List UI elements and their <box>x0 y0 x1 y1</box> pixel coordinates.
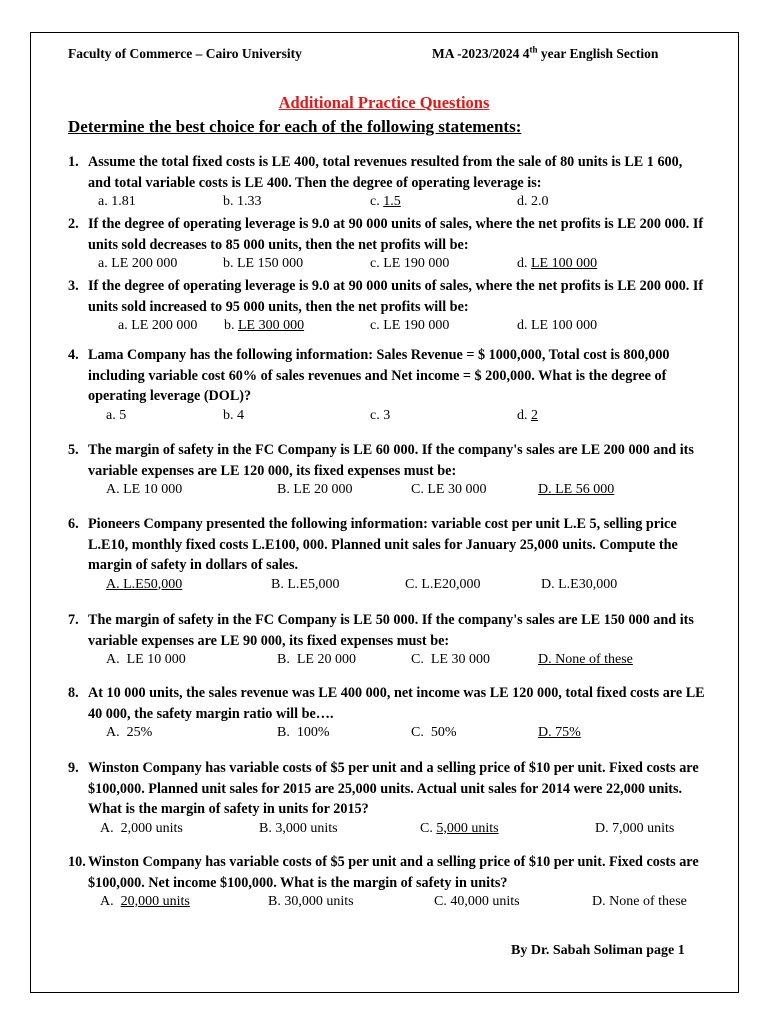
option-a <box>106 408 126 424</box>
question-text: Winston Company has variable costs of $5 per unit and a selling price of $10 per unit. Fixed costs are $100,000. Net income $100,000. What is the margin of safety in units? <box>88 854 699 891</box>
option-c <box>370 194 401 210</box>
option-letter: A. <box>106 725 120 740</box>
option-letter: B. <box>259 820 272 836</box>
option-c <box>420 821 499 837</box>
options-row <box>68 481 708 500</box>
question-number: 10. <box>68 854 86 870</box>
option-d <box>517 318 597 334</box>
options-row <box>68 255 708 274</box>
option-b <box>223 194 262 210</box>
option-text: L.E50,000 <box>123 576 183 592</box>
option-d <box>517 256 597 272</box>
question-text: If the degree of operating leverage is 9.0 at 90 000 units of sales, where the net profits is LE 200 000. If units sold increased to 95 000 units, then the net profits will be: <box>88 278 704 315</box>
question-stem <box>68 440 708 481</box>
option-text: LE 200 000 <box>111 256 178 271</box>
option-letter: A. <box>106 576 120 592</box>
option-c <box>411 482 486 498</box>
question-number: 7. <box>68 612 79 628</box>
option-letter: c. <box>370 194 380 209</box>
option-text: 2.0 <box>531 194 549 209</box>
option-text: 3,000 units <box>275 820 338 836</box>
question-text: Pioneers Company presented the following information: variable cost per unit L.E 5, selling price L.E10, monthly fixed costs L.E100, 000. Planned unit sales for January 25,000 units. Compute the margin of safety in dollars of sales. <box>88 516 678 573</box>
option-b <box>277 652 356 668</box>
header-course <box>432 46 658 62</box>
option-text: L.E30,000 <box>558 576 618 592</box>
option-text: 5 <box>119 407 127 423</box>
option-b <box>268 894 354 910</box>
option-text: 7,000 units <box>612 820 675 836</box>
option-d <box>541 577 617 593</box>
option-text: 2,000 units <box>120 820 183 836</box>
option-text-answer: 2 <box>531 407 538 423</box>
question-stem <box>68 214 708 255</box>
question-1 <box>68 152 708 212</box>
option-a <box>100 894 190 910</box>
question-text: At 10 000 units, the sales revenue was LE 400 000, net income was LE 120 000, total fixed costs are LE 40 000, the safety margin ratio will be…. <box>88 685 705 722</box>
option-c <box>434 894 520 910</box>
option-b <box>224 318 304 334</box>
question-text: The margin of safety in the FC Company is LE 50 000. If the company's sales are LE 150 000 and its variable expenses are LE 90 000, its fixed expenses must be: <box>88 612 694 649</box>
option-b <box>271 577 339 593</box>
option-letter: D. <box>538 482 552 497</box>
option-text: LE 150 000 <box>237 256 304 271</box>
option-text: LE 190 000 <box>383 318 450 333</box>
option-letter: A. <box>100 894 114 909</box>
option-a <box>98 256 177 272</box>
question-number: 8. <box>68 685 79 701</box>
option-text: LE 20 000 <box>296 652 356 667</box>
option-letter: d. <box>517 194 528 209</box>
question-5 <box>68 440 708 500</box>
option-d <box>592 894 687 910</box>
option-text-answer: 5,000 units <box>436 820 499 836</box>
option-d-answer <box>538 482 614 498</box>
option-text-answer: LE 300 000 <box>238 318 305 333</box>
question-stem <box>68 852 708 893</box>
page-footer: By Dr. Sabah Soliman page 1 <box>511 943 685 958</box>
option-c <box>370 408 390 424</box>
option-text-answer: LE 100 000 <box>531 256 598 271</box>
options-row <box>68 317 708 336</box>
option-text: LE 10 000 <box>126 652 186 667</box>
header-course-sup: th <box>529 44 538 55</box>
question-number: 4. <box>68 347 79 363</box>
option-a <box>106 652 186 668</box>
option-a-answer <box>106 577 182 593</box>
option-text-answer: 20,000 units <box>120 894 190 909</box>
option-d <box>517 194 549 210</box>
option-text-answer: 1.5 <box>383 194 401 209</box>
option-b <box>277 725 330 741</box>
option-letter: b. <box>224 318 235 333</box>
option-text: LE 56 000 <box>555 482 615 497</box>
option-letter: C. <box>405 576 418 592</box>
option-text: None of these <box>609 894 687 909</box>
option-letter: C. <box>420 820 433 836</box>
options-row <box>68 407 708 426</box>
question-stem <box>68 345 708 407</box>
option-a <box>118 318 197 334</box>
options-row <box>68 893 708 912</box>
option-text: LE 100 000 <box>531 318 598 333</box>
question-number: 5. <box>68 442 79 458</box>
option-letter: c. <box>370 318 380 333</box>
option-text: 1.33 <box>237 194 262 209</box>
question-10 <box>68 852 708 912</box>
option-text: L.E20,000 <box>421 576 481 592</box>
question-2 <box>68 214 708 274</box>
option-d <box>595 821 674 837</box>
option-d-answer <box>538 725 581 741</box>
option-letter: d. <box>517 318 528 333</box>
question-number: 6. <box>68 516 79 532</box>
option-letter: C. <box>411 652 424 667</box>
option-letter: B. <box>277 482 290 497</box>
instructions: Determine the best choice for each of the following statements: <box>68 117 522 136</box>
question-8 <box>68 683 708 743</box>
option-text: 40,000 units <box>450 894 520 909</box>
question-9 <box>68 758 708 839</box>
option-letter: a. <box>118 318 128 333</box>
option-letter: d. <box>517 407 528 423</box>
option-c <box>405 577 480 593</box>
option-c <box>370 318 449 334</box>
option-letter: b. <box>223 256 234 271</box>
option-text: None of these <box>555 652 633 667</box>
question-4 <box>68 345 708 426</box>
question-stem <box>68 152 708 193</box>
option-d-answer <box>538 652 633 668</box>
option-text: LE 200 000 <box>131 318 198 333</box>
question-text: The margin of safety in the FC Company is LE 60 000. If the company's sales are LE 200 000 and its variable expenses are LE 120 000, its fixed expenses must be: <box>88 442 694 479</box>
options-row <box>68 193 708 212</box>
option-b <box>259 821 338 837</box>
question-number: 1. <box>68 154 79 170</box>
option-letter: A. <box>100 820 114 836</box>
question-text: Lama Company has the following information: Sales Revenue = $ 1000,000, Total cost is 800,000 including variable cost 60% of sales revenues and Net income = $ 200,000. What is the degree of operating leverage (DOL)? <box>88 347 670 404</box>
question-stem <box>68 683 708 724</box>
header-course-suffix: year English Section <box>537 46 659 61</box>
option-letter: D. <box>538 652 552 667</box>
question-number: 2. <box>68 216 79 232</box>
option-letter: A. <box>106 482 120 497</box>
option-b <box>223 256 303 272</box>
option-letter: B. <box>277 725 290 740</box>
option-text: 30,000 units <box>284 894 354 909</box>
option-text: 1.81 <box>111 194 136 209</box>
option-b <box>277 482 352 498</box>
question-7 <box>68 610 708 670</box>
options-row <box>68 820 708 839</box>
option-text: L.E5,000 <box>287 576 340 592</box>
option-letter: D. <box>538 725 552 740</box>
options-row <box>68 651 708 670</box>
question-stem <box>68 610 708 651</box>
option-a <box>98 194 136 210</box>
option-c <box>370 256 449 272</box>
option-b <box>223 408 244 424</box>
header-course-prefix: MA -2023/2024 4 <box>432 46 530 61</box>
option-text: LE 10 000 <box>123 482 183 497</box>
option-a <box>100 821 183 837</box>
option-letter: B. <box>271 576 284 592</box>
option-text: 100% <box>296 725 330 740</box>
option-letter: D. <box>595 820 609 836</box>
option-text: 25% <box>126 725 153 740</box>
option-letter: b. <box>223 194 234 209</box>
option-a <box>106 482 182 498</box>
option-letter: a. <box>106 407 116 423</box>
option-text: LE 20 000 <box>293 482 353 497</box>
page-title: Additional Practice Questions <box>278 93 490 112</box>
option-letter: b. <box>223 407 234 423</box>
option-text: 75% <box>555 725 581 740</box>
header-faculty: Faculty of Commerce – Cairo University <box>68 46 302 61</box>
question-stem <box>68 514 708 576</box>
option-text: 50% <box>430 725 457 740</box>
option-c <box>411 725 457 741</box>
option-letter: B. <box>268 894 281 909</box>
option-letter: C. <box>434 894 447 909</box>
option-a <box>106 725 152 741</box>
option-letter: c. <box>370 407 380 423</box>
question-stem <box>68 276 708 317</box>
option-d <box>517 408 538 424</box>
option-letter: d. <box>517 256 528 271</box>
option-letter: c. <box>370 256 380 271</box>
question-3 <box>68 276 708 336</box>
option-text: LE 30 000 <box>430 652 490 667</box>
question-number: 3. <box>68 278 79 294</box>
question-stem <box>68 758 708 820</box>
option-text: 3 <box>383 407 391 423</box>
option-letter: B. <box>277 652 290 667</box>
question-text: Assume the total fixed costs is LE 400, total revenues resulted from the sale of 80 units is LE 1 600, and total variable costs is LE 400. Then the degree of operating leverage is: <box>88 154 683 191</box>
option-letter: a. <box>98 256 108 271</box>
question-text: Winston Company has variable costs of $5 per unit and a selling price of $10 per unit. Fixed costs are $100,000. Planned unit sales for 2015 are 25,000 units. Actual unit sales for 2014 were 22,000 units. What is the margin of safety in units for 2015? <box>88 760 699 817</box>
option-text: LE 30 000 <box>427 482 487 497</box>
option-letter: C. <box>411 725 424 740</box>
options-row <box>68 576 708 595</box>
question-6 <box>68 514 708 595</box>
option-c <box>411 652 490 668</box>
question-number: 9. <box>68 760 79 776</box>
option-text: LE 190 000 <box>383 256 450 271</box>
option-letter: a. <box>98 194 108 209</box>
option-letter: C. <box>411 482 424 497</box>
option-letter: D. <box>592 894 606 909</box>
options-row <box>68 724 708 743</box>
question-text: If the degree of operating leverage is 9.0 at 90 000 units of sales, where the net profits is LE 200 000. If units sold decreases to 85 000 units, then the net profits will be: <box>88 216 704 253</box>
option-text: 4 <box>237 407 244 423</box>
option-letter: A. <box>106 652 120 667</box>
option-letter: D. <box>541 576 555 592</box>
